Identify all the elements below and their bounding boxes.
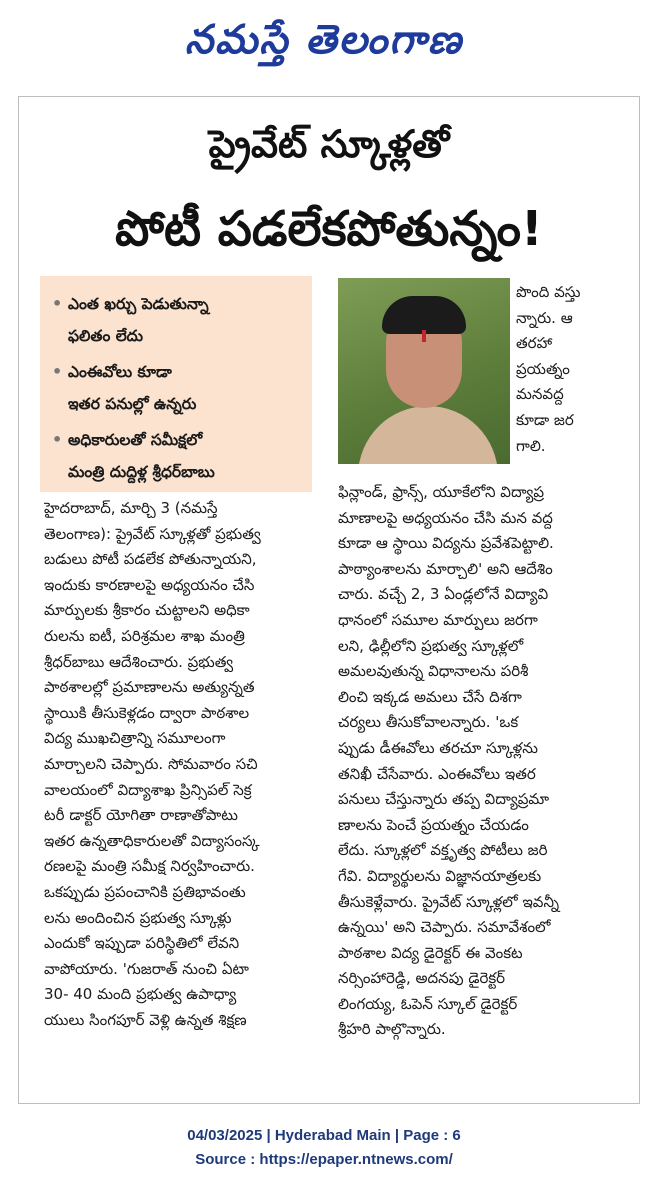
bullet-icon: •: [52, 430, 63, 449]
body-line: లను అందించిన ప్రభుత్వ స్కూళ్లు: [44, 908, 232, 927]
body-line: చారు. వచ్చే 2, 3 ఏండ్లలోనే విద్యావి: [338, 585, 549, 604]
highlight-line: ఎంత ఖర్చు పెడుతున్నా: [68, 295, 209, 313]
body-line: ఒకప్పుడు ప్రపంచానికి ప్రతిభావంతు: [44, 882, 246, 901]
body-column-left: [44, 496, 316, 1033]
body-line: పనులు చేస్తున్నారు తప్ప విద్యాప్రమా: [338, 790, 550, 809]
body-line: చర్యలు తీసుకోవాలన్నారు. 'ఒక: [338, 713, 519, 732]
body-line: రణలపై మంత్రి సమీక్ష నిర్వహించారు.: [44, 857, 255, 876]
highlight-item: [52, 288, 306, 352]
body-line: అమలవుతున్న విధానాలను పరిశీ: [338, 662, 529, 681]
highlights-box: [40, 276, 312, 492]
body-line: ఉన్నయి' అని చెప్పారు. సమావేశంలో: [338, 918, 551, 937]
body-line: కూడా జర: [516, 410, 574, 429]
body-line: ఇతర ఉన్నతాధికారులతో విద్యాసంస్క: [44, 831, 260, 850]
body-line: స్థాయికి తీసుకెళ్లడం ద్వారా పాఠశాల: [44, 703, 250, 722]
body-line: నర్సింహారెడ్డి, అదనపు డైరెక్టర్: [338, 969, 506, 988]
body-line: ఇందుకు కారణాలపై అధ్యయనం చేసి: [44, 575, 255, 594]
body-line: ణాలను పెంచే ప్రయత్నం చేయడం: [338, 815, 529, 834]
body-line: ధానంలో సమూల మార్పులు జరగా: [338, 610, 538, 629]
body-line: వాపోయారు. 'గుజరాత్ నుంచి ఏటా: [44, 959, 249, 978]
body-line: మనవద్ద: [516, 385, 564, 404]
photo-side-column: [516, 280, 626, 459]
body-line: న్నారు. ఆ: [516, 308, 573, 327]
body-line: గాలి.: [516, 436, 546, 455]
body-line: విద్య ముఖచిత్రాన్ని సమూలంగా: [44, 729, 226, 748]
body-line: మార్పులకు శ్రీకారం చుట్టాలని అధికా: [44, 601, 250, 620]
body-line: 30- 40 మంది ప్రభుత్వ ఉపాధ్యా: [44, 985, 237, 1004]
body-line: మాణాలపై అధ్యయనం చేసి మన వద్ద: [338, 508, 553, 527]
body-line: పాఠశాలల్లో ప్రమాణాలను అత్యున్నత: [44, 678, 255, 697]
body-line: లింగయ్య, ఓపెన్ స్కూల్ డైరెక్టర్: [338, 994, 518, 1013]
highlight-line: ఎంఈవోలు కూడా: [68, 363, 172, 381]
body-line: ప్రయత్నం: [516, 359, 570, 378]
body-line: లని, ఢిల్లీలోని ప్రభుత్వ స్కూళ్లలో: [338, 636, 524, 655]
highlight-line: అధికారులతో సమీక్షలో: [68, 431, 203, 449]
body-line: గేవి. విద్యార్థులను విజ్ఞానయాత్రలకు: [338, 866, 542, 885]
headline-line-2: పోటీ పడలేకపోతున్నం!: [115, 201, 543, 257]
body-line: పొంది వస్తు: [516, 283, 581, 301]
body-line: ఫిన్లాండ్, ఫ్రాన్స్, యూకేలోని విద్యాప్ర: [338, 483, 545, 501]
body-line: పాఠశాల విద్య డైరెక్టర్ ఈ వెంకట: [338, 943, 523, 962]
body-line: యులు సింగపూర్ వెళ్లి ఉన్నత శిక్షణ: [44, 1010, 247, 1029]
highlight-item: [52, 424, 306, 488]
highlight-line: ఫలితం లేదు: [68, 327, 143, 345]
body-line: కూడా ఆ స్థాయి విద్యను ప్రవేశపెట్టాలి.: [338, 534, 554, 553]
body-line: తనిఖీ చేసేవారు. ఎంఈవోలు ఇతర: [338, 764, 536, 783]
body-line: రులను ఐటీ, పరిశ్రమల శాఖ మంత్రి: [44, 626, 245, 645]
body-line: ప్పుడు డీఈవోలు తరచూ స్కూళ్లను: [338, 738, 538, 757]
body-line: శ్రీహరి పాల్గొన్నారు.: [338, 1020, 446, 1039]
body-column-right: [338, 480, 634, 1043]
body-line: ఎందుకో ఇప్పుడా పరిస్థితిలో లేవని: [44, 934, 240, 953]
photo-hair: [382, 296, 466, 334]
page-footer: [0, 1124, 648, 1172]
body-line: తరహా: [516, 334, 553, 353]
footer-edition-line: 04/03/2025 | Hyderabad Main | Page : 6: [187, 1127, 461, 1144]
body-line: హైదరాబాద్, మార్చి 3 (నమస్తే: [44, 499, 218, 517]
body-line: బడులు పోటీ పడలేక పోతున్నాయని,: [44, 550, 257, 569]
body-line: పాఠ్యాంశాలను మార్చాలి' అని ఆదేశిం: [338, 559, 553, 578]
photo-tilak: [422, 330, 426, 342]
masthead-logo: [0, 6, 648, 74]
bullet-icon: •: [52, 294, 63, 313]
body-line: లించి ఇక్కడ అమలు చేసే దిశగా: [338, 687, 522, 706]
body-line: వాలయంలో విద్యాశాఖ ప్రిన్సిపల్ సెక్ర: [44, 780, 252, 799]
body-line: టరీ డాక్టర్ యోగితా రాణాతోపాటు: [44, 806, 238, 825]
body-line: లేదు. స్కూళ్లలో వక్తృత్వ పోటీలు జరి: [338, 841, 548, 860]
highlight-item: [52, 356, 306, 420]
body-line: తెలంగాణ): ప్రైవేట్ స్కూళ్లతో ప్రభుత్వ: [44, 524, 261, 543]
masthead-title: నమస్తే తెలంగాణ: [184, 16, 464, 63]
body-line: శ్రీధర్‌బాబు ఆదేశించారు. ప్రభుత్వ: [44, 652, 234, 671]
highlight-line: ఇతర పనుల్లో ఉన్నరు: [68, 395, 197, 413]
headline-line-1: ప్రైవేట్ స్కూళ్లతో: [208, 122, 450, 166]
body-line: మార్చాలని చెప్పారు. సోమవారం సచి: [44, 754, 258, 773]
bullet-icon: •: [52, 362, 63, 381]
body-line: తీసుకెళ్లేవారు. ప్రైవేట్ స్కూళ్లలో ఇవన్నీ: [338, 892, 560, 911]
footer-source-line: Source : https://epaper.ntnews.com/: [195, 1151, 453, 1168]
highlight-line: మంత్రి దుద్దిళ్ల శ్రీధర్‌బాబు: [68, 463, 215, 481]
photo-shirt: [358, 406, 498, 464]
minister-photo: [338, 278, 510, 464]
